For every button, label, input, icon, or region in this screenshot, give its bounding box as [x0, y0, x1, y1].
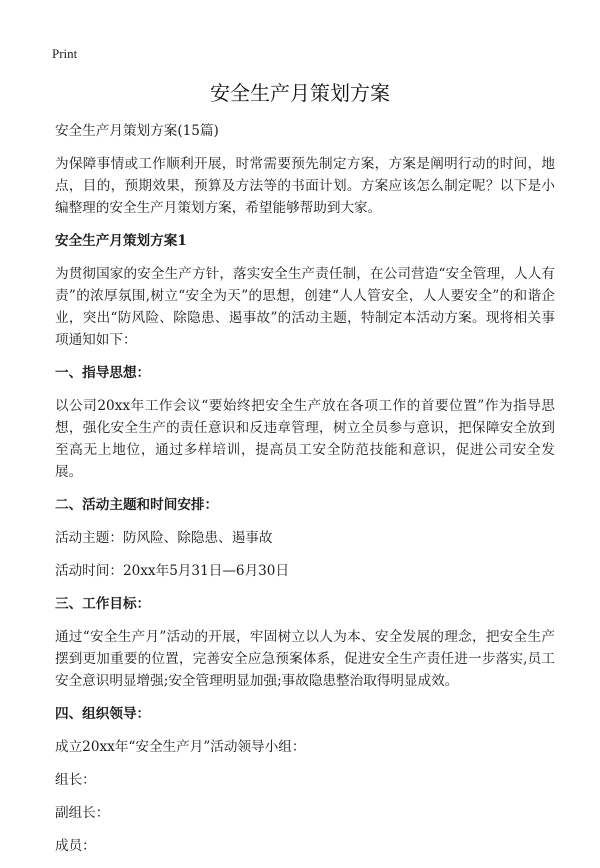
paragraph-leader: 组长： — [55, 772, 96, 788]
heading-guiding-ideology: 一、指导思想： — [55, 365, 151, 381]
document-body — [55, 120, 555, 868]
paragraph-theme: 活动主题：防风险、除隐患、遏事故 — [55, 530, 273, 546]
paragraph-members: 成员： — [55, 838, 96, 854]
paragraph-guiding-ideology: 以公司20xx年工作会议“要始终把安全生产放在各项工作的首要位置”作为指导思想，强化安全生产的责任意识和反违章管理，树立全员参与意识，把保障安全放到至高无上地位，通过多样培训，提高员工安全防范技能和意识，促进公司安全发展。 — [55, 398, 555, 480]
page-title: 安全生产月策划方案 — [210, 81, 390, 105]
heading-theme-schedule: 二、活动主题和时间安排： — [55, 497, 219, 513]
heading-work-goals: 三、工作目标： — [55, 596, 151, 612]
paragraph-time: 活动时间：20xx年5月31日—6月30日 — [55, 563, 290, 579]
paragraph-work-goals: 通过“安全生产月”活动的开展，牢固树立以人为本、安全发展的理念，把安全生产摆到更加重要的位置，完善安全应急预案体系，促进安全生产责任进一步落实,员工安全意识明显增强;安全管理明显加强;事故隐患整治取得明显成效。 — [55, 629, 555, 689]
section-intro-paragraph: 为贯彻国家的安全生产方针，落实安全生产责任制，在公司营造“安全管理，人人有责”的浓厚氛围,树立“安全为天”的思想，创建“人人管安全，人人要安全”的和谐企业，突出“防风险、除隐患、遏事故”的活动主题，特制定本活动方案。现将相关事项通知如下： — [55, 266, 555, 348]
paragraph-organization: 成立20xx年“安全生产月”活动领导小组： — [55, 739, 306, 755]
print-link[interactable]: Print — [52, 46, 78, 61]
intro-paragraph: 为保障事情或工作顺利开展，时常需要预先制定方案，方案是阐明行动的时间，地点，目的，预期效果，预算及方法等的书面计划。方案应该怎么制定呢？以下是小编整理的安全生产月策划方案，希望能够帮助到大家。 — [55, 156, 555, 216]
document-subtitle: 安全生产月策划方案(15篇) — [55, 123, 219, 139]
section-title: 安全生产月策划方案1 — [55, 233, 187, 249]
paragraph-deputy-leader: 副组长： — [55, 805, 110, 821]
heading-organization: 四、组织领导： — [55, 706, 151, 722]
